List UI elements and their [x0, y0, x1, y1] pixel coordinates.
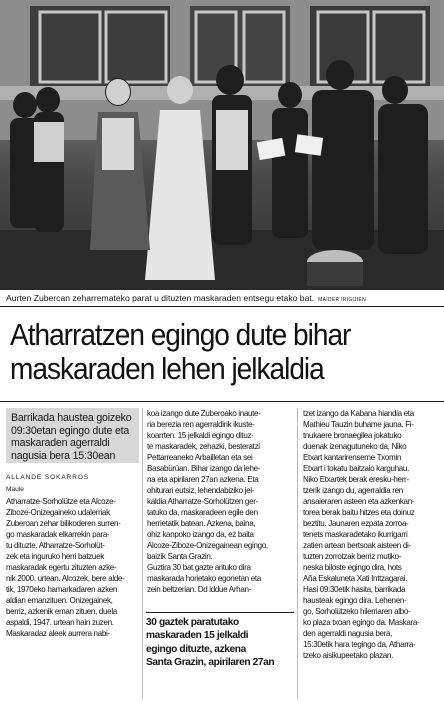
dek-line-2: 09:30etan egingo dute eta	[11, 424, 130, 437]
article-column-1	[6, 496, 139, 639]
col1-line: Ziboze-Onizegaineko udalerriak	[6, 508, 110, 518]
col2-line: ohiz kanpoko izango da, ez baita	[147, 530, 254, 540]
col3-line: tnukaere bronaegilea jokatuko	[303, 431, 402, 441]
col1-line: zek eta inguruko herri batzuek	[6, 552, 104, 562]
col1-line: nik 2000. urtean. Alcozek, bere alde-	[6, 574, 125, 584]
col3-line: tenets maskaradetako ikurrigarri	[303, 530, 408, 540]
col2-line: kaldia Atharratze-Sorholützen ger-	[147, 497, 258, 507]
col3-line: tuzten zorrotzak berriz mutiko-	[303, 552, 402, 562]
col2-line: ohiturari eutsiz, lehendabiziko jel-	[147, 486, 255, 496]
col3-line: Etxart i tokatu baitzaio karguhau.	[303, 464, 409, 474]
caption-divider	[0, 306, 444, 307]
pull-quote-line-2: maskaraden 15 jelkaldi	[146, 630, 249, 642]
col3-line: den agerraldi nagusia bera,	[303, 629, 393, 639]
pull-quote-line-4: Santa Grazin, apirilaren 27an	[146, 657, 275, 669]
byline: ALLANDE SOKARROS	[6, 474, 90, 481]
col2-line: herrietatik batean. Azkena, baina,	[147, 519, 256, 529]
col3-line: tzet izango da Kabana hiandia eta	[303, 409, 414, 418]
col2-line: koa izango dute Zuberoako inaute-	[147, 409, 261, 418]
col3-line: 15:30etik hara tegingo da, Atharra-	[303, 640, 416, 650]
col2-line: ria berezia ren agerraldirik ikuste-	[147, 420, 255, 430]
col3-line: duenak izenagutuneko da, Niko	[303, 442, 407, 452]
col3-line: Niko Etxartek berak eresku-herr-	[303, 475, 409, 485]
col3-line: Hasi 09:30etik hasita, barrikada	[303, 585, 406, 595]
news-photo	[0, 0, 444, 290]
col2-line: na eta apirilaren 27an azkena. Eta	[147, 475, 259, 485]
col3-line: tzerik izango du, agerraldia ren	[303, 486, 403, 496]
photo-credit: MAIDER IRIGOIEN	[318, 297, 366, 303]
col1-line: Maskaradaz aleek aurrera nabi-	[6, 629, 110, 639]
dateline-place: Maule	[6, 486, 24, 493]
col3-line: ko plaza txoan egingo da. Maskara-	[303, 618, 420, 628]
column-divider-2	[297, 408, 298, 698]
col2-line: maskarada horietako egonetan eta	[147, 574, 261, 584]
col1-line: aldian emanzituen. Onizegainek,	[6, 596, 113, 606]
col2-line: Pettarreaneko Arbailletan eta sei	[147, 453, 253, 463]
dek-line-3: maskaraden agerraldi	[11, 437, 110, 450]
col2-line: koarrten. 15 jelkaldi egingo dituz-	[147, 431, 254, 441]
article-column-2	[147, 408, 288, 595]
pull-quote	[146, 612, 294, 670]
col1-line: aspaldi, 1947. urtean hain zuzen.	[6, 618, 114, 628]
col1-line: tik, 1970eko hamarkadaren azken	[6, 585, 118, 595]
col3-line: hausteak egingo dira. Lehenen-	[303, 596, 407, 606]
col3-line: go, Sorholützeko hilerriaren albo-	[303, 607, 411, 617]
col3-line: neska biloste egingo dira, hots	[303, 563, 402, 573]
col2-line: baizik Santa Grazin.	[147, 552, 213, 562]
col3-line: Aña Eskaluneta Xati Inttzagarai.	[303, 574, 407, 584]
col3-line: zatien artean bertsoak aisteen di-	[303, 541, 411, 551]
col2-line: zein beltzerian. Dd iddue Arhan-	[147, 585, 251, 595]
caption-text: Aurten Zubercan zeharremateko parat u dituzten maskaraden entsegu etako bat.	[6, 293, 315, 303]
col1-line: Atharratze-Sorholütze eta Alcoze-	[6, 497, 116, 506]
col1-line: go maskaradak elkarrekin para-	[6, 530, 110, 540]
col3-line: Mathieu Tauzin buhame jauna. Fi-	[303, 420, 414, 430]
col3-line: ansaieraren asteen eta azkenkan-	[303, 497, 415, 507]
col1-line: Zuberoan zehar bilikoderen surren-	[6, 519, 121, 529]
dek-line-1: Barrikada haustea goizeko	[11, 412, 132, 424]
dek-summary-box	[6, 408, 139, 463]
col3-line: torea berak baitu hitzes eta doinuz	[303, 508, 415, 518]
headline-line-2: maskaraden lehen jelkaldia	[10, 352, 324, 386]
headline-line-1: Atharratzen egingo dute bihar	[10, 318, 351, 352]
col3-line: beztitu. Jaunaren ezpata zorroa-	[303, 519, 409, 529]
dek-line-4: nagusia bera 15:30ean	[11, 449, 116, 462]
col2-line: Basabürüan. Bihar izango da lehe-	[147, 464, 261, 474]
col1-line: tu dituzte. Atharratze-Sorholüt-	[6, 541, 105, 551]
pull-quote-line-3: egingo dituzte, azkena	[146, 643, 246, 655]
col1-line: maskaradak egertu zituzten azke-	[6, 563, 117, 573]
column-divider-1	[142, 408, 143, 698]
headline-divider	[0, 401, 444, 402]
col2-line: te maskaradek, zehazki, besteratzi	[147, 442, 260, 452]
headline	[10, 318, 406, 386]
pull-quote-line-1: 30 gaztek paratutako	[146, 617, 239, 628]
col2-line: Guztira 30 bat gazte arituko dira	[147, 563, 251, 573]
col1-line: berriz, azkenik eman zituen, duela	[6, 607, 117, 617]
col2-line: Alcoze-Ziboze-Onizegainean egingo,	[147, 541, 268, 551]
col3-line: tzeko aisikupeetako plazan.	[303, 651, 393, 661]
col2-line: tatuko da, maskaradeen egile den	[147, 508, 258, 518]
photo-graphic	[0, 0, 444, 290]
photo-caption	[6, 291, 442, 305]
article-column-3	[303, 408, 440, 661]
col3-line: Etxart kantarirenseme Txomin	[303, 453, 402, 463]
